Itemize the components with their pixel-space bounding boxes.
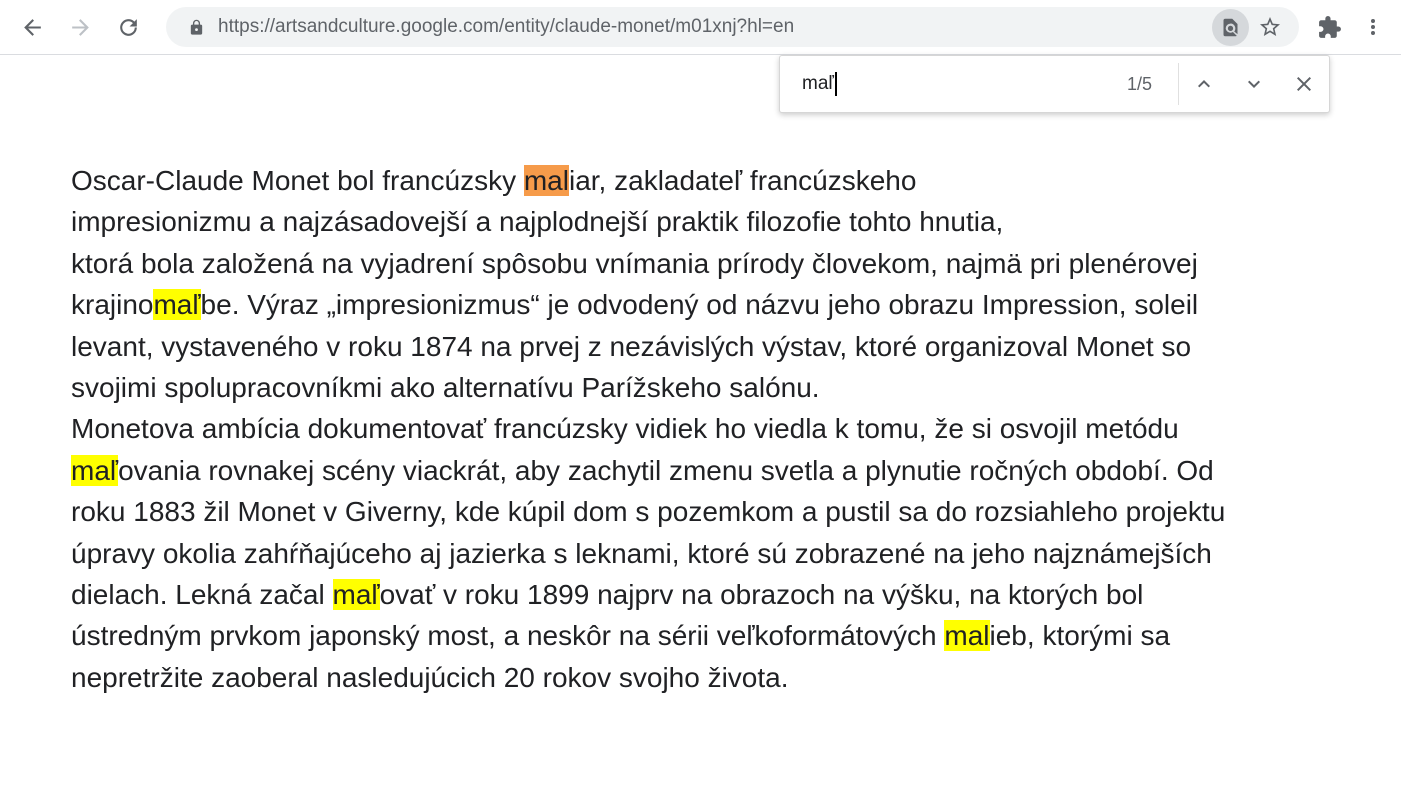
extensions-button[interactable] (1307, 3, 1351, 51)
reload-icon (116, 15, 141, 40)
text-run: Monetova ambícia dokumentovať francúzsky vidiek ho viedla k tomu, že si osvojil metódu (71, 413, 1179, 445)
text-line (71, 160, 1371, 201)
chevron-down-icon (1242, 72, 1266, 96)
find-match: maľ (153, 289, 201, 321)
text-run: be. Výraz „impresionizmus“ je odvodený od názvu jeho obrazu Impression, soleil (200, 289, 1199, 321)
browser-menu-button[interactable] (1351, 3, 1395, 51)
find-match-active: mal (523, 165, 569, 196)
puzzle-icon (1317, 15, 1342, 40)
find-match: maľ (71, 454, 119, 486)
find-match: maľ (332, 579, 380, 611)
text-line (71, 408, 1371, 449)
text-line (71, 657, 1371, 698)
text-line (71, 367, 1371, 408)
find-input[interactable] (780, 56, 1127, 112)
text-line (71, 201, 1371, 242)
text-run: Oscar-Claude Monet bol francúzsky (71, 165, 524, 196)
text-run: ieb, ktorými sa (989, 620, 1171, 652)
text-line (71, 326, 1371, 367)
reload-button[interactable] (104, 3, 152, 51)
address-bar[interactable] (166, 7, 1299, 47)
url-text[interactable]: https://artsandculture.google.com/entity/claude-monet/m01xnj?hl=en (218, 16, 795, 37)
text-line (71, 615, 1371, 656)
text-line (71, 574, 1371, 615)
text-run: impresionizmu a najzásadovejší a najplodnejší praktik filozofie tohto hnutia, (71, 206, 1004, 238)
browser-toolbar (0, 0, 1401, 55)
text-run: ovať v roku 1899 najprv na obrazoch na výšku, na ktorých bol (379, 579, 1144, 611)
article-text (71, 160, 1371, 698)
text-line (71, 450, 1371, 491)
find-query-text: maľ (802, 73, 834, 94)
text-run: ústredným prvkom japonský most, a neskôr na sérii veľkoformátových (71, 620, 945, 652)
text-run: ktorá bola založená na vyjadrení spôsobu vnímania prírody človekom, najmä pri plenérovej (71, 247, 1198, 279)
forward-arrow-icon (68, 15, 93, 40)
find-in-page-indicator[interactable] (1212, 9, 1249, 46)
find-in-page-bar (779, 55, 1330, 113)
text-caret (835, 72, 837, 96)
text-run: nepretržite zaoberal nasledujúcich 20 rokov svojho života. (71, 661, 789, 693)
back-arrow-icon (20, 15, 45, 40)
back-button[interactable] (8, 3, 56, 51)
forward-button[interactable] (56, 3, 104, 51)
close-icon (1292, 72, 1316, 96)
find-in-page-icon (1220, 17, 1241, 38)
text-run: iar, zakladateľ francúzskeho (568, 165, 917, 196)
find-match-count: 1/5 (1126, 73, 1152, 94)
text-line (71, 284, 1371, 325)
text-run: levant, vystaveného v roku 1874 na prvej z nezávislých výstav, ktoré organizoval Monet so (71, 330, 1192, 362)
bookmark-button[interactable] (1249, 9, 1291, 46)
text-line (71, 243, 1371, 284)
find-close-button[interactable] (1279, 56, 1329, 112)
three-dot-menu-icon (1361, 15, 1385, 39)
lock-icon[interactable] (182, 13, 210, 41)
text-run: ovania rovnakej scény viackrát, aby zachytil zmenu svetla a plynutie ročných období. Od (118, 454, 1214, 486)
find-next-button[interactable] (1229, 56, 1279, 112)
find-match: mal (944, 620, 990, 652)
find-previous-button[interactable] (1179, 56, 1229, 112)
text-run: roku 1883 žil Monet v Giverny, kde kúpil dom s pozemkom a pustil sa do rozsiahleho projektu (71, 496, 1226, 528)
star-icon (1258, 15, 1282, 39)
text-run: krajino (71, 289, 154, 321)
text-run: úpravy okolia zahŕňajúceho aj jazierka s leknami, ktoré sú zobrazené na jeho najznámejších (71, 537, 1212, 569)
text-run: dielach. Lekná začal (71, 579, 333, 611)
chevron-up-icon (1192, 72, 1216, 96)
text-line (71, 491, 1371, 532)
text-line (71, 533, 1371, 574)
text-run: svojimi spolupracovníkmi ako alternatívu Parížskeho salónu. (71, 372, 820, 404)
